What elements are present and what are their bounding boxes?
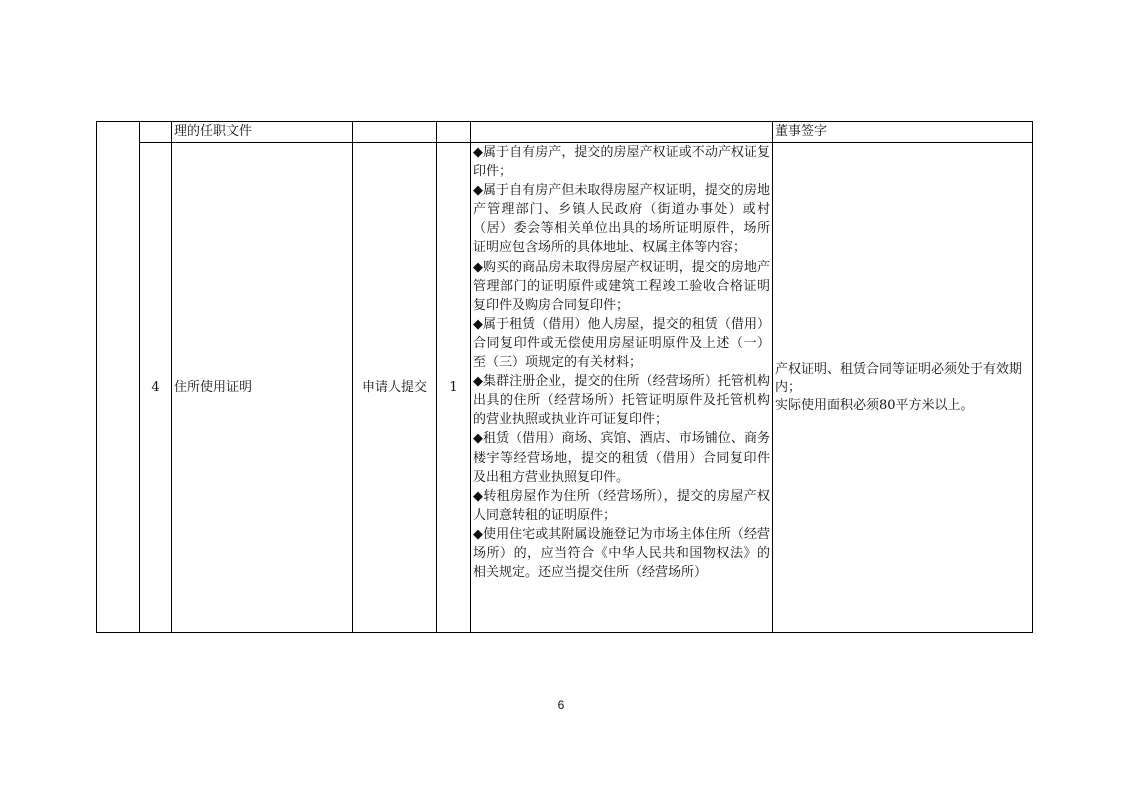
- requirement-item: ◆属于自有房产，提交的房屋产权证或不动产权证复印件；: [473, 145, 770, 180]
- item-name-cell: 理的任职文件: [172, 122, 353, 143]
- remark-cell: [773, 143, 1033, 633]
- remark-line: 产权证明、租赁合同等证明必须处于有效期内；: [775, 361, 1023, 395]
- requirements-cell: [471, 122, 773, 143]
- remark-line: 实际使用面积必须80平方米以上。: [775, 397, 974, 413]
- page-number: 6: [557, 698, 565, 712]
- requirement-item: ◆使用住宅或其附属设施登记为市场主体住所（经营场所）的，应当符合《中华人民共和国物权法》的相关规定。还应当提交住所（经营场所）: [473, 526, 770, 581]
- requirements-cell: [471, 143, 773, 633]
- table-row: [97, 143, 1033, 633]
- number-cell: 4: [140, 143, 172, 633]
- requirement-item: ◆属于租赁（借用）他人房屋，提交的租赁（借用）合同复印件或无偿使用房屋证明原件及上述（一）至（三）项规定的有关材料；: [473, 316, 770, 371]
- number-cell: [140, 122, 172, 143]
- category-cell: [97, 122, 140, 633]
- requirements-table: [96, 121, 1033, 633]
- requirement-item: ◆集群注册企业，提交的住所（经营场所）托管机构出具的住所（经营场所）托管证明原件及托管机构的营业执照或执业许可证复印件；: [473, 374, 770, 428]
- table-row: [97, 122, 1033, 143]
- copies-cell: [437, 122, 471, 143]
- copies-cell: 1: [437, 143, 471, 633]
- requirement-item: ◆租赁（借用）商场、宾馆、酒店、市场铺位、商务楼宇等经营场地，提交的租赁（借用）合同复印件及出租方营业执照复印件。: [473, 431, 770, 485]
- item-name-cell: 住所使用证明: [172, 143, 353, 633]
- requirement-item: ◆属于自有房产但未取得房屋产权证明，提交的房地产管理部门、乡镇人民政府（街道办事处）或村（居）委会等相关单位出具的场所证明原件，场所证明应包含场所的具体地址、权属主体等内容；: [473, 183, 770, 256]
- remark-cell: 董事签字: [773, 122, 1033, 143]
- source-cell: [353, 122, 437, 143]
- requirement-item: ◆购买的商品房未取得房屋产权证明，提交的房地产管理部门的证明原件或建筑工程竣工验收合格证明复印件及购房合同复印件；: [473, 259, 770, 313]
- requirement-item: ◆转租房屋作为住所（经营场所），提交的房屋产权人同意转租的证明原件；: [473, 488, 770, 523]
- source-cell: 申请人提交: [353, 143, 437, 633]
